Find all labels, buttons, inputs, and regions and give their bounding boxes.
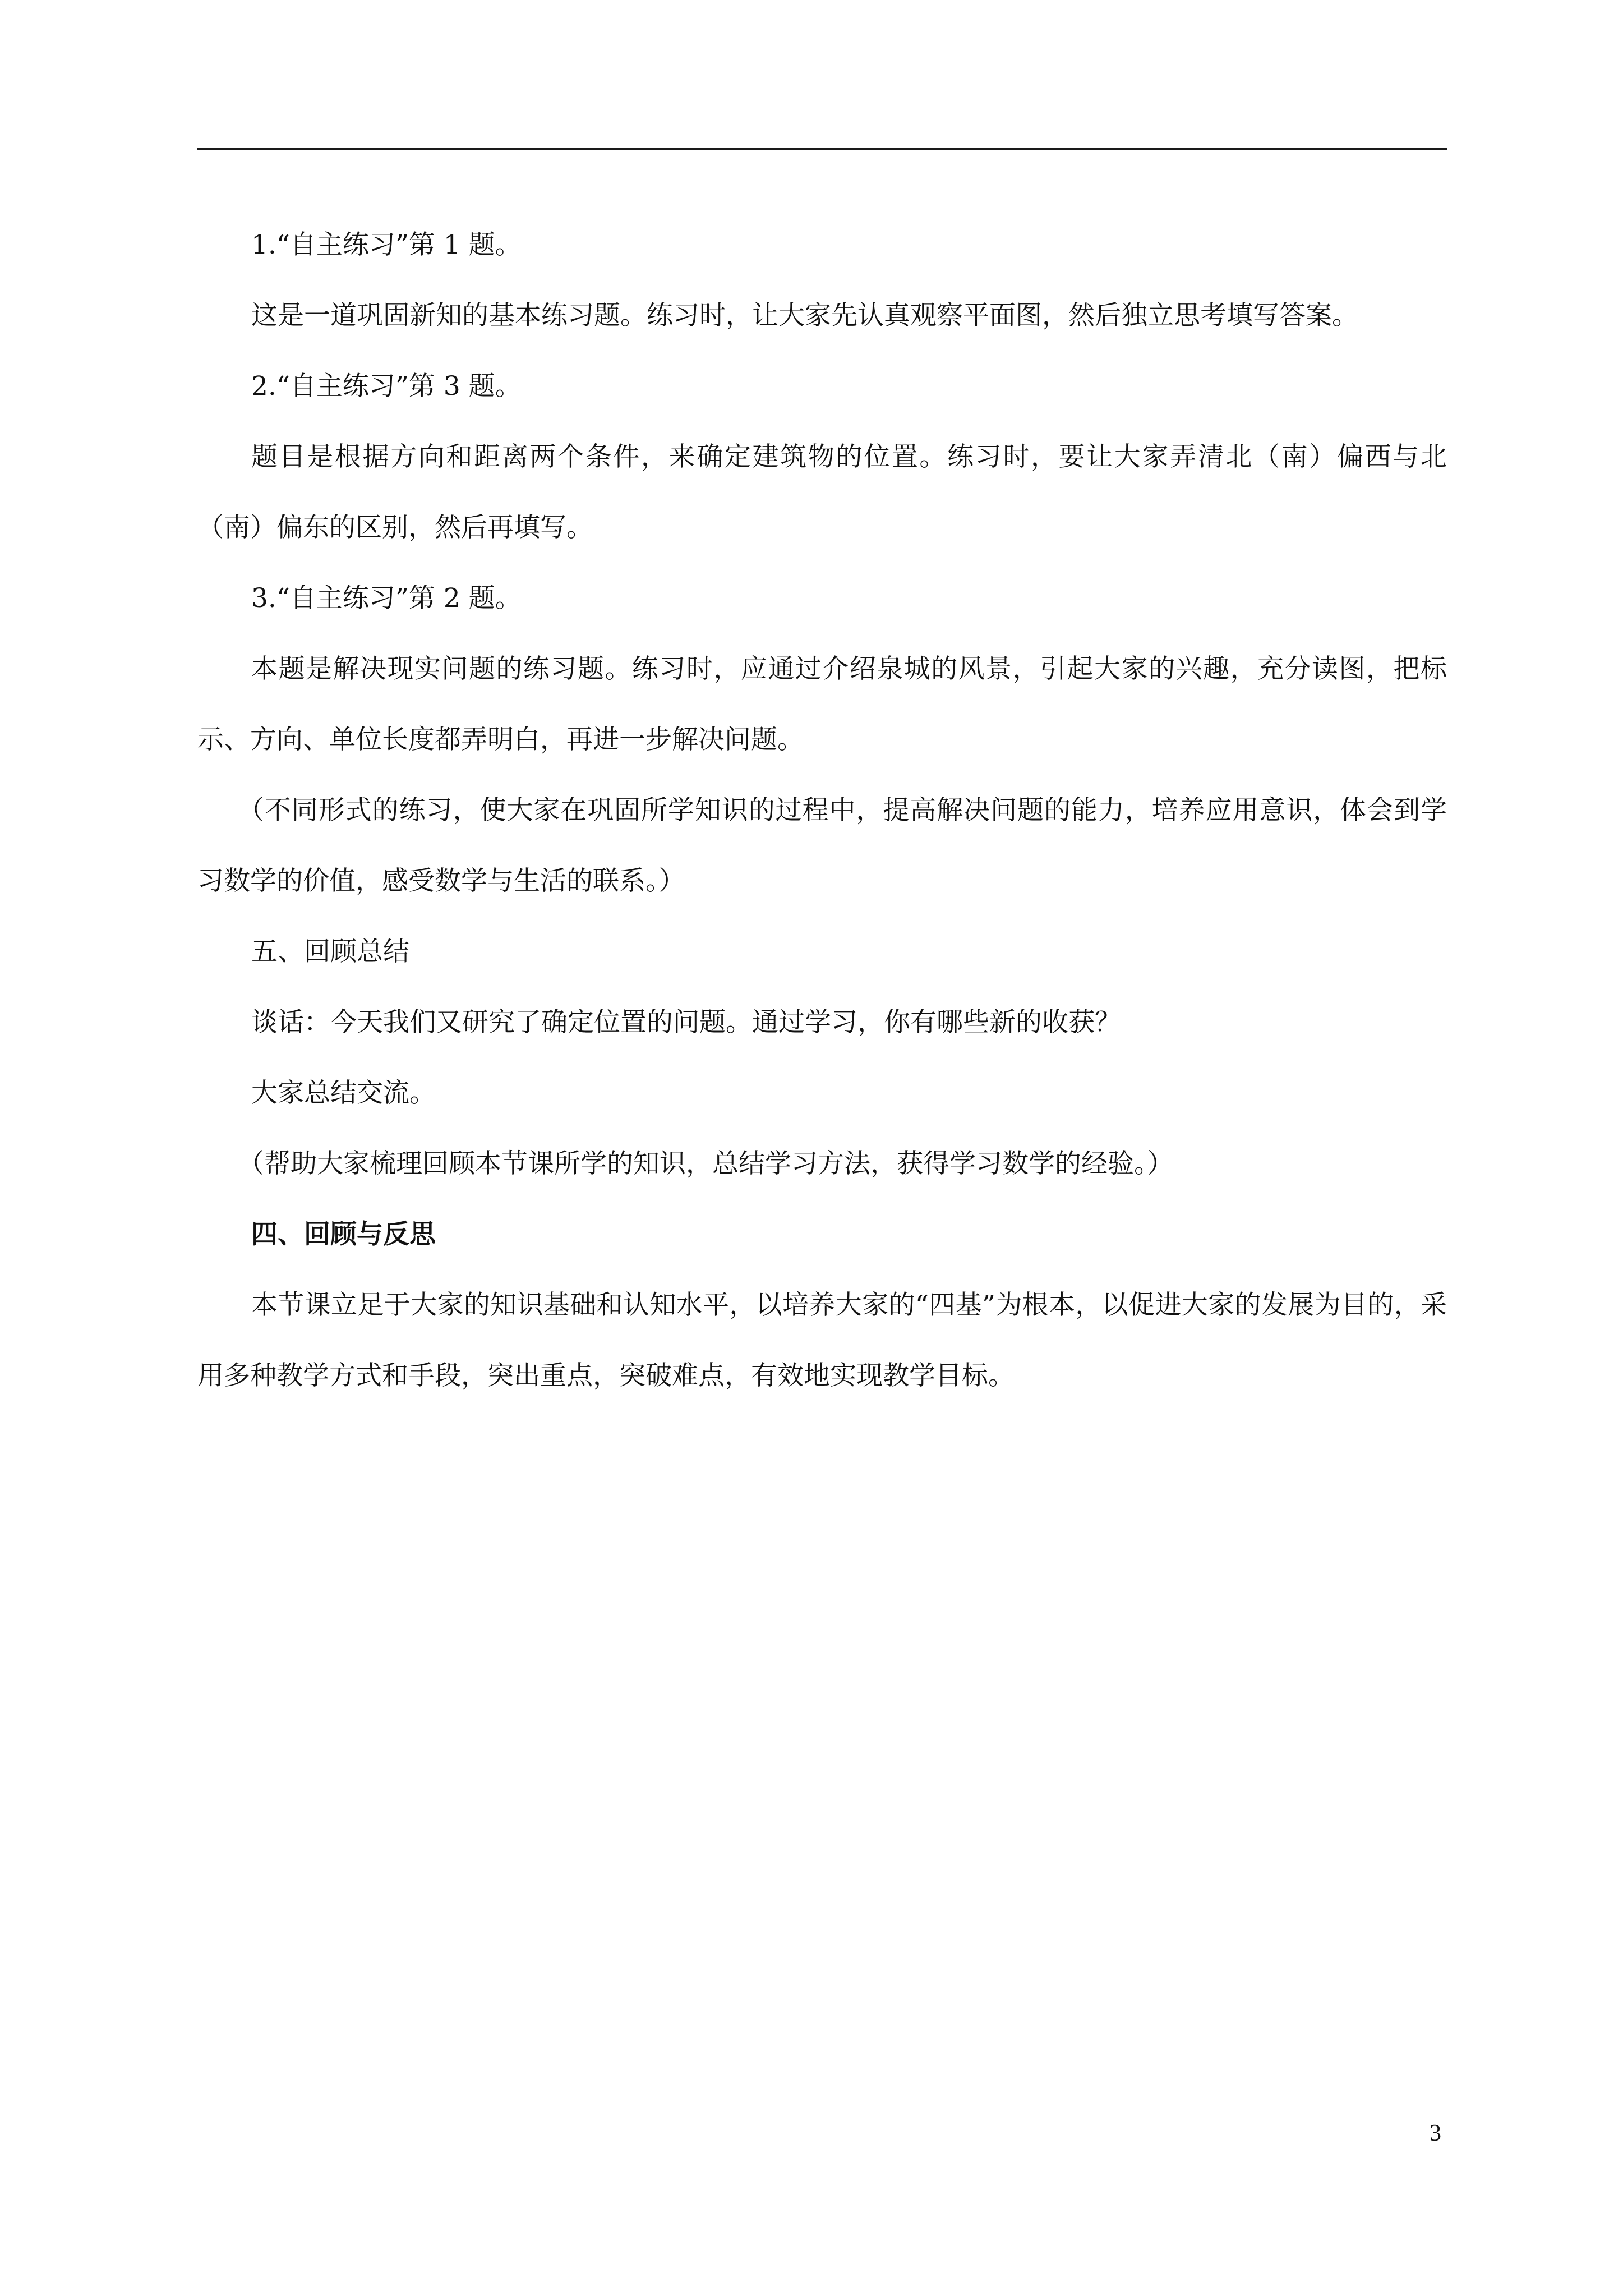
exercise-1-description: 这是一道巩固新知的基本练习题。练习时，让大家先认真观察平面图，然后独立思考填写答案。 xyxy=(251,300,1358,331)
exercise-3-heading: 2.“自主练习”第 3 题。 xyxy=(251,371,522,402)
header-rule xyxy=(197,148,1447,150)
summary-purpose-note: （帮助大家梳理回顾本节课所学的知识，总结学习方法，获得学习数学的经验。） xyxy=(238,1148,1174,1179)
section-review-summary-heading: 五、回顾总结 xyxy=(251,936,409,967)
exercise-3-description: 题目是根据方向和距离两个条件，来确定建筑物的位置。练习时，要让大家弄清北（南）偏西与北（南）偏东的区别，然后再填写。 xyxy=(197,441,1447,543)
talk-paragraph: 谈话：今天我们又研究了确定位置的问题。通过学习，你有哪些新的收获？ xyxy=(251,1007,1121,1038)
reflection-paragraph: 本节课立足于大家的知识基础和认知水平，以培养大家的“四基”为根本，以促进大家的发展为目的，采用多种教学方式和手段，突出重点，突破难点，有效地实现教学目标。 xyxy=(197,1290,1447,1391)
exercise-2-description: 本题是解决现实问题的练习题。练习时，应通过介绍泉城的风景，引起大家的兴趣，充分读图，把标示、方向、单位长度都弄明白，再进一步解决问题。 xyxy=(197,654,1447,755)
page-number: 3 xyxy=(1430,2120,1441,2146)
exercise-purpose-note: （不同形式的练习，使大家在巩固所学知识的过程中，提高解决问题的能力，培养应用意识，体会到学习数学的价值，感受数学与生活的联系。） xyxy=(197,795,1447,896)
summary-exchange-paragraph: 大家总结交流。 xyxy=(251,1078,436,1108)
exercise-2-heading: 3.“自主练习”第 2 题。 xyxy=(251,583,522,614)
section-reflection-heading: 四、回顾与反思 xyxy=(251,1219,436,1250)
exercise-1-heading: 1.“自主练习”第 1 题。 xyxy=(251,229,522,260)
document-body xyxy=(197,210,1447,1411)
